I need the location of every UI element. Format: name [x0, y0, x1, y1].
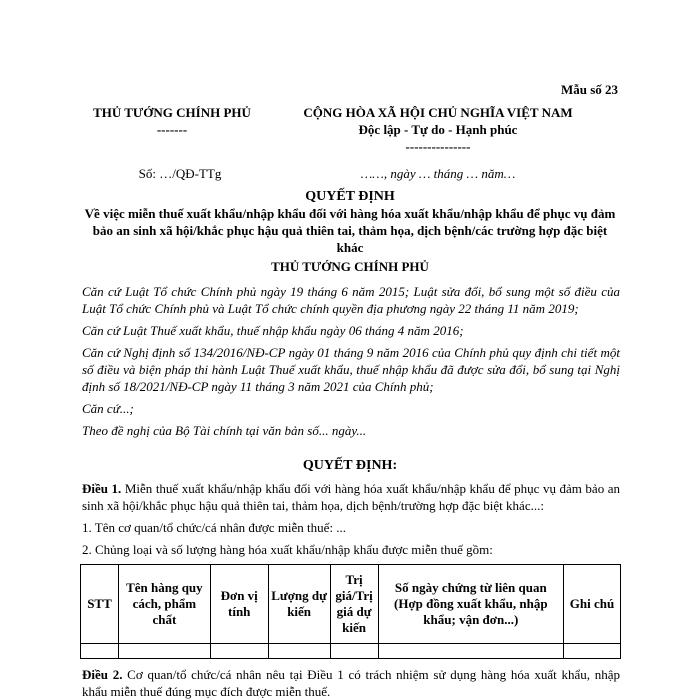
document-subject: Về việc miễn thuế xuất khẩu/nhập khẩu đối với hàng hóa xuất khẩu/nhập khẩu để phục vụ đảm bảo an sinh xã hội/khắc phục hậu quả thiên tai, thảm họa, dịch bệnh/các trường hợp đặc biệt khác: [84, 206, 616, 255]
legal-basis-item: Theo đề nghị của Bộ Tài chính tại văn bản số... ngày...: [82, 423, 367, 438]
article-1-label: Điều 1.: [82, 481, 122, 496]
table-row: [81, 644, 621, 659]
document-number: Số: …/QĐ-TTg: [138, 166, 222, 181]
column-header-stt: STT: [81, 565, 119, 644]
table-cell: [118, 644, 210, 659]
document-title-block: [82, 188, 618, 256]
column-header-notes: Ghi chú: [564, 565, 621, 644]
legal-basis-item: Căn cứ Luật Tổ chức Chính phủ ngày 19 tháng 6 năm 2015; Luật sửa đổi, bổ sung một số điều của Luật Tổ chức Chính phủ và Luật Tổ chức chính quyền địa phương ngày 22 tháng 11 năm 2019;: [82, 284, 620, 316]
national-header-block: [268, 104, 608, 155]
issuing-authority-block: [82, 104, 262, 138]
table-cell: [81, 644, 119, 659]
national-motto: Độc lập - Tự do - Hạnh phúc: [358, 122, 518, 137]
column-header-quantity: Lượng dự kiến: [268, 565, 330, 644]
table-cell: [330, 644, 378, 659]
authority-rule: -------: [156, 122, 188, 137]
document-type: QUYẾT ĐỊNH: [305, 189, 395, 204]
decide-heading: QUYẾT ĐỊNH:: [302, 458, 398, 473]
article-1: [82, 480, 620, 563]
legal-basis-item: Căn cứ...;: [82, 401, 134, 416]
table-cell: [378, 644, 564, 659]
exempt-goods-table: [80, 564, 621, 659]
article-2-label: Điều 2.: [82, 667, 123, 682]
article-2-text: Cơ quan/tổ chức/cá nhân nêu tại Điều 1 có trách nhiệm sử dụng hàng hóa xuất khẩu, nhập khẩu miễn thuế đúng mục đích được miễn thuế.: [82, 667, 620, 699]
place-date: ……, ngày … tháng … năm…: [360, 166, 516, 181]
article-1-body: [82, 480, 620, 514]
column-header-goods-name: Tên hàng quy cách, phẩm chất: [118, 565, 210, 644]
column-header-documents: Số ngày chứng từ liên quan (Hợp đồng xuất khẩu, nhập khẩu; vận đơn...): [378, 565, 564, 644]
legal-basis-item: Căn cứ Nghị định số 134/2016/NĐ-CP ngày 01 tháng 9 năm 2016 của Chính phủ quy định chi tiết một số điều và biện pháp thi hành Luật Thuế xuất khẩu, thuế nhập khẩu đã được sửa đổi, bổ sung tại Nghị định số 18/2021/NĐ-CP ngày 11 tháng 3 năm 2021 của Chính phủ;: [82, 345, 620, 394]
table-cell: [268, 644, 330, 659]
article-1-text: Miễn thuế xuất khẩu/nhập khẩu đối với hàng hóa xuất khẩu/nhập khẩu để phục vụ đảm bảo an sinh xã hội/khắc phục hậu quả thiên tai, thảm họa, dịch bệnh/trường hợp đặc biệt khác...:: [82, 481, 621, 513]
issuer-heading: THỦ TƯỚNG CHÍNH PHỦ: [271, 259, 429, 274]
motto-rule: ---------------: [405, 139, 471, 154]
article-1-item-2: 2. Chủng loại và số lượng hàng hóa xuất khẩu/nhập khẩu được miễn thuế gồm:: [82, 542, 493, 557]
issuing-authority: THỦ TƯỚNG CHÍNH PHỦ: [93, 105, 251, 120]
form-number: Mẫu số 23: [560, 82, 618, 97]
column-header-value: Trị giá/Trị giá dự kiến: [330, 565, 378, 644]
nation-name: CỘNG HÒA XÃ HỘI CHỦ NGHĨA VIỆT NAM: [303, 105, 573, 120]
column-header-unit: Đơn vị tính: [210, 565, 268, 644]
table-cell: [564, 644, 621, 659]
table-cell: [210, 644, 268, 659]
article-1-item-1: 1. Tên cơ quan/tổ chức/cá nhân được miễn thuế: ...: [82, 520, 347, 535]
legal-basis-item: Căn cứ Luật Thuế xuất khẩu, thuế nhập khẩu ngày 06 tháng 4 năm 2016;: [82, 323, 464, 338]
article-2: [82, 666, 620, 700]
table-header-row: [81, 565, 621, 644]
legal-bases: [82, 283, 620, 444]
